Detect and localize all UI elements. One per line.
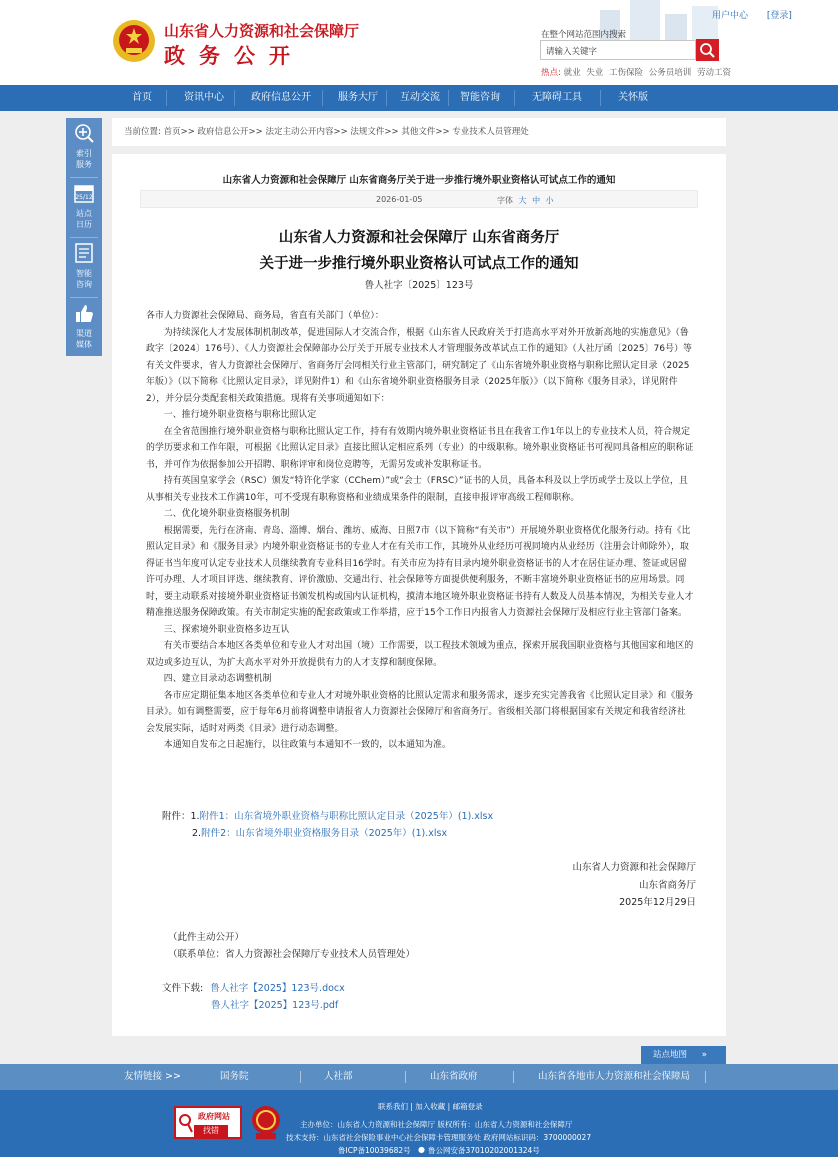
national-emblem-icon bbox=[112, 18, 156, 64]
nav-smart-consult[interactable]: 智能咨询 bbox=[460, 92, 500, 103]
friendly-links-label: 友情链接 >> bbox=[124, 1071, 181, 1082]
main-nav bbox=[0, 85, 838, 111]
nav-news[interactable]: 资讯中心 bbox=[184, 92, 224, 103]
attachments-label: 附件： bbox=[162, 811, 191, 822]
article-panel bbox=[112, 154, 726, 1036]
floating-sidebar bbox=[66, 118, 102, 356]
sidebar-item-media[interactable]: 渠道 媒体 bbox=[66, 298, 102, 356]
download-label: 文件下载: bbox=[162, 983, 204, 994]
chevron-down-icon: » bbox=[701, 1050, 707, 1060]
document-title-line2: 关于进一步推行境外职业资格认可试点工作的通知 bbox=[259, 256, 579, 272]
hotword-link[interactable]: 失业 bbox=[586, 68, 604, 78]
nav-home[interactable]: 首页 bbox=[132, 92, 152, 103]
document-title-line1: 山东省人力资源和社会保障厅 山东省商务厅 bbox=[278, 230, 560, 246]
hotword-link[interactable]: 工伤保险 bbox=[609, 68, 644, 78]
footer-icp[interactable]: 鲁ICP备10039682号 bbox=[338, 1146, 411, 1155]
font-size-label: 字体 bbox=[497, 196, 513, 205]
party-emblem-icon[interactable] bbox=[250, 1105, 282, 1139]
download-2 bbox=[211, 997, 338, 1011]
site-name: 山东省人力资源和社会保障厅 bbox=[164, 22, 360, 40]
section-heading: 一、推行境外职业资格与职称比照认定 bbox=[163, 410, 317, 420]
police-badge-icon: ● bbox=[418, 1145, 425, 1154]
login-link[interactable]: [登录] bbox=[766, 11, 792, 21]
calendar-icon bbox=[73, 182, 95, 204]
nav-gov-info[interactable]: 政府信息公开 bbox=[251, 92, 311, 103]
friendly-link[interactable]: 山东省政府 bbox=[430, 1071, 478, 1082]
site-header bbox=[0, 0, 838, 85]
search-input[interactable]: 请输入关键字 bbox=[540, 40, 696, 60]
download-docx-link[interactable]: 鲁人社字【2025】123号.docx bbox=[210, 983, 345, 994]
friendly-link[interactable]: 山东省各地市人力资源和社会保障局 bbox=[538, 1071, 691, 1082]
font-size-small[interactable]: 小 bbox=[545, 196, 554, 205]
sitemap-button[interactable]: 站点地图 » bbox=[641, 1046, 726, 1064]
body-paragraph: 在全省范围推行境外职业资格与职称比照认定工作，持有有效期内境外职业资格证书且在我省工作1年以上的专业技术人员，符合规定的学历要求和工作年限，可根据《比照认定目录》直接比照认定相应系列（专业）的中级职称。境外职业资格证书可视同具备相应的职称证书，并可作为依据参加公开招聘、职称评审和岗位竞聘等，无需另发或补发职称证书。 bbox=[146, 426, 694, 470]
svg-text:25/12: 25/12 bbox=[75, 194, 93, 201]
download-pdf-link[interactable]: 鲁人社字【2025】123号.pdf bbox=[211, 1000, 339, 1011]
signature-org2: 山东省商务厅 bbox=[638, 880, 696, 891]
body-paragraph: 持有英国皇家学会（RSC）颁发“特许化学家（CChem）”或“会士（FRSC）”证书的人员，具备本科及以上学历或学士及以上学位，且从事相关专业技术工作满10年，可不受现有职称资格和业绩成果条件的限制，直接申报评审高级工程师职称。 bbox=[146, 476, 688, 503]
font-size-controls bbox=[497, 195, 554, 206]
signature-date: 2025年12月29日 bbox=[619, 897, 696, 908]
attachment-link-2[interactable]: 附件2：山东省境外职业资格服务目录（2025年）(1).xlsx bbox=[201, 828, 448, 839]
body-paragraph: 为持续深化人才发展体制机制改革，促进国际人才交流合作，根据《山东省人民政府关于打造高水平对外开放新高地的实施意见》（鲁政字〔2024〕176号）、《人力资源社会保障部办公厅关于开展专业技术人才管理服务改革试点工作的通知》（人社厅函〔2025〕76号）等有关文件要求，省人力资源社会保障厅、省商务厅会同相关行业主管部门，研究制定了《山东省境外职业资格与职称比照认定目录（2025年版）》（以下简称《比照认定目录》，详见附件1）和《山东省境外职业资格服务目录（2025年版）》（以下简称《服务目录》，详见附件2），并分层分类配套相关政策措施。现将有关事项通知如下： bbox=[146, 327, 693, 404]
footer-sponsor: 主办单位：山东省人力资源和社会保障厅 版权所有：山东省人力资源和社会保障厅 bbox=[300, 1120, 573, 1129]
section-heading: 三、探索境外职业资格多边互认 bbox=[163, 624, 290, 635]
hotwords bbox=[541, 66, 734, 78]
search-icon bbox=[696, 39, 719, 61]
font-size-large[interactable]: 大 bbox=[518, 196, 527, 205]
sidebar-item-index[interactable]: 索引 服务 bbox=[66, 118, 102, 176]
search-scope-label: 在整个网站范围内搜索 bbox=[541, 30, 627, 40]
nav-interaction[interactable]: 互动交流 bbox=[400, 92, 440, 103]
footer-police-record[interactable]: 鲁公网安备37010202001324号 bbox=[428, 1146, 540, 1155]
document-number: 鲁人社字〔2025〕123号 bbox=[364, 280, 474, 291]
download-1 bbox=[162, 980, 345, 994]
section-heading: 二、优化境外职业资格服务机制 bbox=[163, 509, 290, 519]
attachment-link-1[interactable]: 附件1：山东省境外职业资格与职称比照认定目录（2025年）(1).xlsx bbox=[199, 811, 494, 822]
search-plus-icon bbox=[73, 122, 95, 144]
attachment-2: 2.附件2：山东省境外职业资格服务目录（2025年）(1).xlsx bbox=[192, 828, 448, 839]
body-paragraph: 各市应定期征集本地区各类单位和专业人才对境外职业资格的比照认定需求和服务需求，逐步充实完善我省《比照认定目录》和《服务目录》。如有调整需要，应于每年6月前将调整申请报省人力资源社会保障厅和省商务厅。省级相关部门将根据国家有关规定和我省经济社会发展实际，适时对两类《目录》进行动态调整。 bbox=[146, 690, 694, 734]
search-button[interactable] bbox=[696, 39, 719, 61]
document-body bbox=[146, 308, 694, 754]
gov-site-error-badge[interactable]: 政府网站 找错 bbox=[174, 1106, 242, 1139]
magnifier-icon bbox=[178, 1112, 194, 1136]
signature-org1: 山东省人力资源和社会保障厅 bbox=[572, 862, 696, 873]
hotwords-label: 热点: bbox=[541, 68, 561, 78]
user-links bbox=[712, 8, 808, 21]
body-paragraph: 各市人力资源社会保障局、商务局，省直有关部门（单位）： bbox=[146, 311, 384, 321]
body-paragraph: 本通知自发布之日起施行，以往政策与本通知不一致的，以本通知为准。 bbox=[163, 740, 451, 750]
hotword-link[interactable]: 就业 bbox=[563, 68, 581, 78]
attachment-1: 附件：1.附件1：山东省境外职业资格与职称比照认定目录（2025年）(1).xlsx bbox=[162, 811, 494, 822]
site-section-title: 政务公开 bbox=[164, 44, 304, 68]
user-center-link[interactable]: 用户中心 bbox=[712, 11, 749, 21]
sidebar-item-consult[interactable]: 智能 咨询 bbox=[66, 238, 102, 296]
article-header-title: 山东省人力资源和社会保障厅 山东省商务厅关于进一步推行境外职业资格认可试点工作的通知 bbox=[222, 175, 616, 186]
friendly-links-bar bbox=[0, 1064, 838, 1090]
article-meta-bar bbox=[140, 190, 698, 208]
font-size-medium[interactable]: 中 bbox=[532, 196, 541, 205]
body-paragraph: 有关市要结合本地区各类单位和专业人才对出国（境）工作需要，以工程技术领域为重点，探索开展我国职业资格与其他国家和地区的双边或多边互认，为扩大高水平对外开放提供有力的人才支撑和制度保障。 bbox=[146, 641, 694, 668]
body-paragraph: 根据需要，先行在济南、青岛、淄博、烟台、潍坊、威海、日照7市（以下简称“有关市”）开展境外职业资格优化服务行动。持有《比照认定目录》和《服务目录》内境外职业资格证书的专业人才在有关市工作，其境外从业经历可视同境内从业经历（注册会计师除外），取得证书当年度可认定专业技术人员继续教育专业科目16学时。有关市应为持有目录内境外职业资格证书的人才在居住证办理、签证或居留许可办理、人才项目评选、继续教育、评价激励、交通出行、社会保障等方面提供便利服务，不断丰富境外职业资格证书的应用场景。同时，要主动联系对接境外职业资格证书颁发机构或国内认证机构，摸清本地区境外职业资格证书持有人数及人员基本情况，为相关专业人才精准推送服务保障政策。有关市制定实施的配套政策或工作举措，应于15个工作日内报省人力资源社会保障厅及相应行业主管部门备案。 bbox=[146, 525, 694, 618]
nav-service-hall[interactable]: 服务大厅 bbox=[338, 92, 378, 103]
section-heading: 四、建立目录动态调整机制 bbox=[163, 674, 272, 684]
breadcrumb: 当前位置: 首页>> 政府信息公开>> 法定主动公开内容>> 法规文件>> 其他文件>> 专业技术人员管理处 bbox=[112, 118, 726, 146]
public-note: （此件主动公开） bbox=[168, 932, 245, 943]
footer-tech-support: 技术支持：山东省社会保险事业中心社会保障卡管理服务处 政府网站标识码：3700000027 bbox=[286, 1133, 592, 1142]
contact-note: （联系单位：省人力资源社会保障厅专业技术人员管理处） bbox=[168, 949, 416, 960]
publish-date: 2026-01-05 bbox=[376, 195, 423, 204]
site-footer bbox=[0, 1090, 838, 1157]
hotword-link[interactable]: 公务员培训 bbox=[648, 68, 692, 78]
friendly-link[interactable]: 国务院 bbox=[220, 1071, 249, 1082]
friendly-link[interactable]: 人社部 bbox=[324, 1071, 353, 1082]
nav-care-mode[interactable]: 关怀版 bbox=[618, 92, 648, 103]
sidebar-item-calendar[interactable]: 25/12 站点 日历 bbox=[66, 178, 102, 236]
thumb-up-icon bbox=[73, 302, 95, 324]
hotword-link[interactable]: 劳动工资 bbox=[696, 68, 731, 78]
chat-icon bbox=[73, 242, 95, 264]
footer-links[interactable]: 联系我们 | 加入收藏 | 邮箱登录 bbox=[378, 1102, 483, 1111]
nav-accessibility[interactable]: 无障碍工具 bbox=[532, 92, 582, 103]
